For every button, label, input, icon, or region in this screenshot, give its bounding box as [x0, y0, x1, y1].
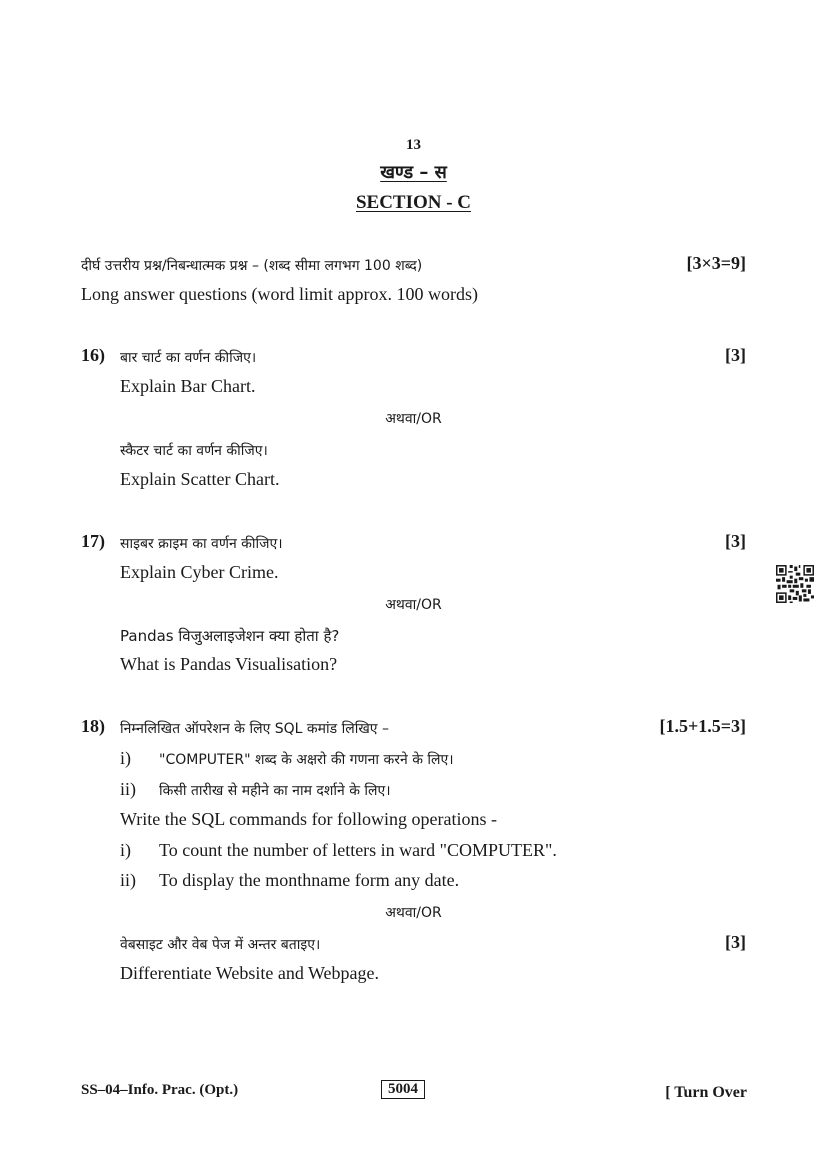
question-number: 18): [81, 716, 105, 736]
alt-question-marks: [3]: [725, 932, 746, 952]
question-marks: [3]: [725, 345, 746, 365]
or-label: अथवा/OR: [385, 411, 442, 427]
question-number: 17): [81, 531, 105, 551]
sub-item-english: To display the monthname form any date.: [159, 870, 460, 890]
question-english: Explain Cyber Crime.: [120, 562, 279, 582]
or-label: अथवा/OR: [385, 905, 442, 921]
sub-item-label: i): [120, 748, 131, 768]
sub-item-hindi: किसी तारीख से महीने का नाम दर्शाने के लिए।: [159, 783, 391, 799]
alt-question-english: Explain Scatter Chart.: [120, 469, 280, 489]
question-english: Write the SQL commands for following operations -: [120, 809, 498, 829]
instructions-marks: [3×3=9]: [686, 253, 746, 273]
section-title-hindi: खण्ड – स: [380, 162, 447, 183]
question-hindi: साइबर क्राइम का वर्णन कीजिए।: [120, 536, 283, 552]
or-label: अथवा/OR: [385, 597, 442, 613]
alt-question-hindi: स्कैटर चार्ट का वर्णन कीजिए।: [120, 443, 268, 459]
question-marks: [3]: [725, 531, 746, 551]
question-marks: [1.5+1.5=3]: [659, 716, 746, 736]
alt-question-english: What is Pandas Visualisation?: [120, 654, 338, 674]
footer-turn-over: [ Turn Over: [665, 1084, 747, 1101]
section-title-english: SECTION - C: [355, 192, 472, 213]
sub-item-hindi: "COMPUTER" शब्द के अक्षरो की गणना करने के लिए।: [159, 752, 454, 768]
sub-item-english: To count the number of letters in ward "COMPUTER".: [159, 840, 557, 860]
footer-paper-number: 5004: [381, 1080, 425, 1099]
page-number: 13: [406, 137, 421, 153]
instructions-hindi: दीर्घ उत्तरीय प्रश्न/निबन्धात्मक प्रश्न – (शब्द सीमा लगभग 100 शब्द): [81, 258, 423, 274]
alt-question-hindi: वेबसाइट और वेब पेज में अन्तर बताइए।: [120, 937, 321, 953]
qr-code-icon: [776, 565, 814, 603]
question-number: 16): [81, 345, 105, 365]
sub-item-label: i): [120, 840, 131, 860]
question-hindi: बार चार्ट का वर्णन कीजिए।: [120, 350, 257, 366]
footer-subject-code: SS–04–Info. Prac. (Opt.): [81, 1082, 239, 1098]
sub-item-label: ii): [120, 779, 136, 799]
sub-item-label: ii): [120, 870, 136, 890]
question-english: Explain Bar Chart.: [120, 376, 256, 396]
instructions-english: Long answer questions (word limit approx. 100 words): [81, 284, 478, 304]
question-hindi: निम्नलिखित ऑपरेशन के लिए SQL कमांड लिखिए –: [120, 721, 389, 737]
alt-question-english: Differentiate Website and Webpage.: [120, 963, 380, 983]
alt-question-hindi: Pandas विजुअलाइजेशन क्या होता है?: [120, 627, 340, 645]
